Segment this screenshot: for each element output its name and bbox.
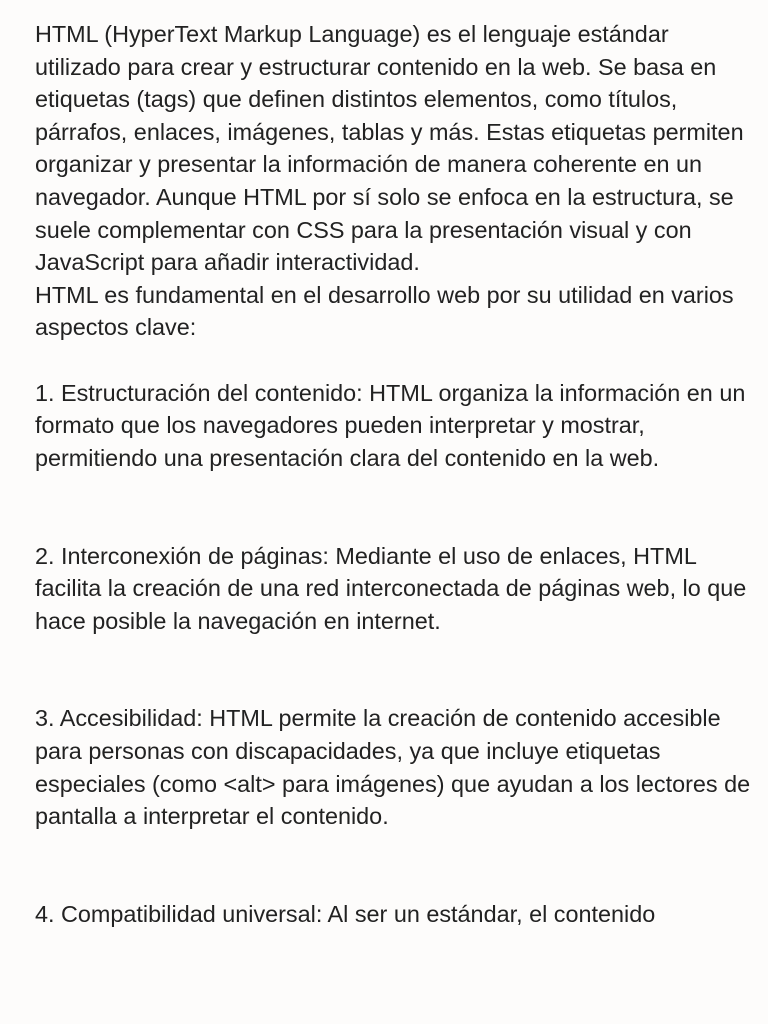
document-body (35, 18, 755, 931)
list-item-accessibility: 3. Accesibilidad: HTML permite la creación de contenido accesible para personas con discapacidades, ya que incluye etiquetas especiales (como <alt> para imágenes) que ayudan a los lectores de pantalla a interpretar el contenido. (35, 705, 751, 830)
list-item-compatibility: 4. Compatibilidad universal: Al ser un estándar, el contenido (35, 901, 656, 928)
paragraph-spacer (35, 637, 755, 702)
paragraph-spacer (35, 833, 755, 898)
intro-paragraph-2: HTML es fundamental en el desarrollo web por su utilidad en varios aspectos clave: (35, 281, 734, 341)
list-item-interconnection: 2. Interconexión de páginas: Mediante el uso de enlaces, HTML facilita la creación de una red interconectada de páginas web, lo que hace posible la navegación en internet. (35, 542, 747, 634)
intro-paragraph: HTML (HyperText Markup Language) es el lenguaje estándar utilizado para crear y estructurar contenido en la web. Se basa en etiquetas (tags) que definen distintos elementos, como títulos, párrafos, enlaces, imágenes, tablas y más. Estas etiquetas permiten organizar y presentar la información de manera coherente en un navegador. Aunque HTML por sí solo se enfoca en la estructura, se suele complementar con CSS para la presentación visual y con JavaScript para añadir interactividad. (35, 21, 744, 276)
paragraph-spacer (35, 344, 755, 377)
paragraph-spacer (35, 474, 755, 539)
list-item-structuring: 1. Estructuración del contenido: HTML organiza la información en un formato que los navegadores pueden interpretar y mostrar, permitiendo una presentación clara del contenido en la web. (35, 379, 746, 471)
